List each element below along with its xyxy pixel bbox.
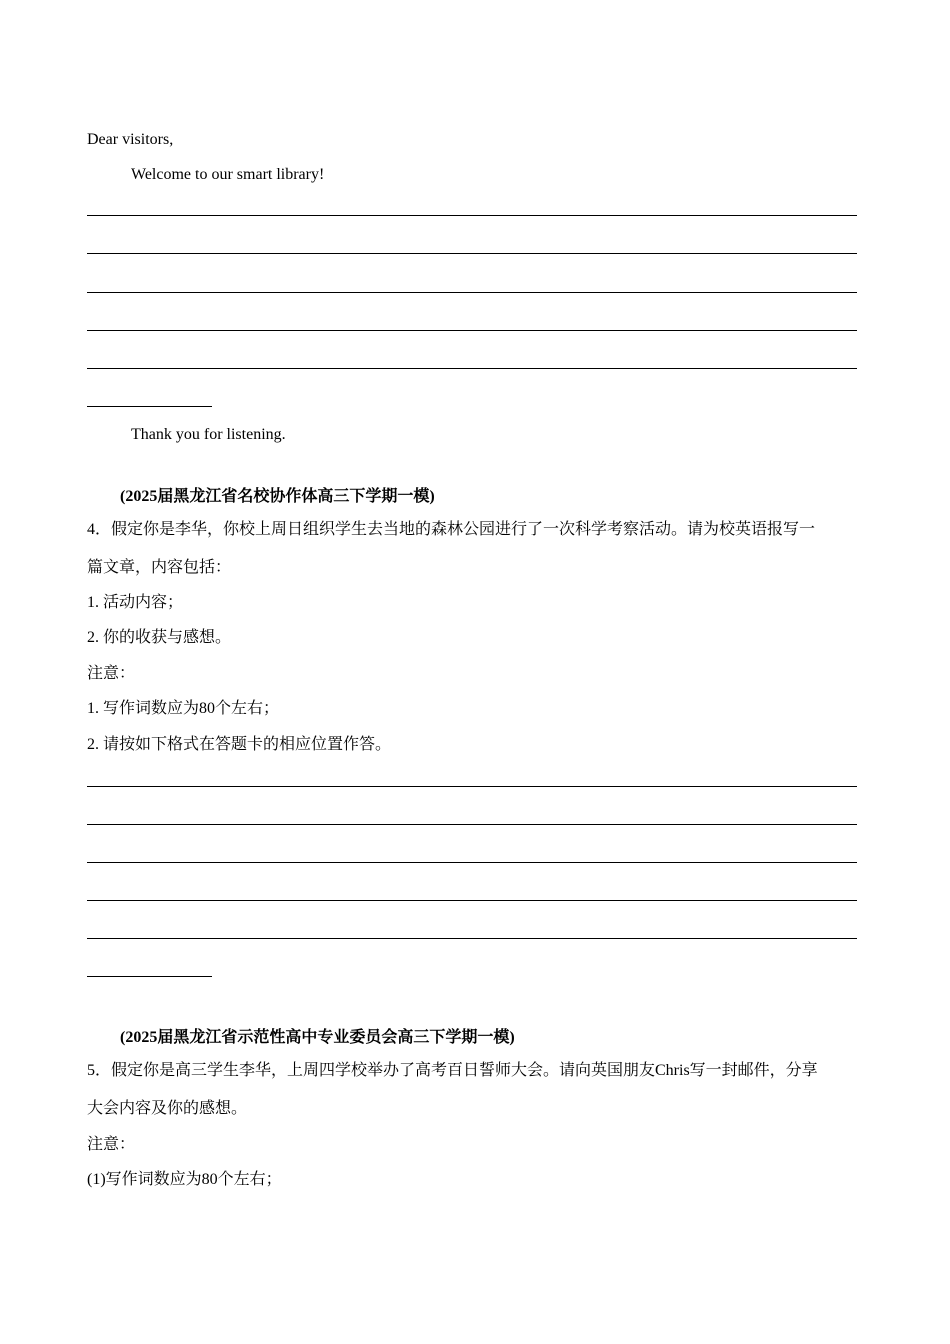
q4-item-1: 1. 活动内容； [87,594,184,611]
q4-source: (2025届黑龙江省名校协作体高三下学期一模) [120,488,435,505]
q5-note-label: 注意： [87,1136,136,1153]
answer-line [87,292,857,293]
answer-line [87,330,857,331]
q4-prompt-line1: 4．假定你是李华，你校上周日组织学生去当地的森林公园进行了一次科学考察活动。请为校英语报写一 [87,521,816,538]
answer-line-short [87,406,212,407]
q4-item-2: 2. 你的收获与感想。 [87,629,232,646]
answer-line [87,786,857,787]
q4-note-2: 2. 请按如下格式在答题卡的相应位置作答。 [87,736,392,753]
answer-line [87,253,857,254]
answer-line [87,862,857,863]
answer-line [87,824,857,825]
answer-line [87,900,857,901]
q4-note-label: 注意： [87,665,136,682]
q4-note-1: 1. 写作词数应为80个左右； [87,700,280,717]
q4-prompt-line2: 篇文章，内容包括： [87,559,232,576]
salutation: Dear visitors, [87,131,174,148]
answer-line [87,938,857,939]
q5-source: (2025届黑龙江省示范性高中专业委员会高三下学期一模) [120,1029,515,1046]
q5-note-1: (1)写作词数应为80个左右； [87,1171,282,1188]
closing-line: Thank you for listening. [131,426,286,443]
opening-line: Welcome to our smart library! [131,166,325,183]
q5-prompt-line2: 大会内容及你的感想。 [87,1100,248,1117]
answer-line-short [87,976,212,977]
q5-prompt-line1: 5．假定你是高三学生李华，上周四学校举办了高考百日誓师大会。请向英国朋友Chris写一封邮件，分享 [87,1062,818,1079]
answer-line [87,215,857,216]
answer-line [87,368,857,369]
